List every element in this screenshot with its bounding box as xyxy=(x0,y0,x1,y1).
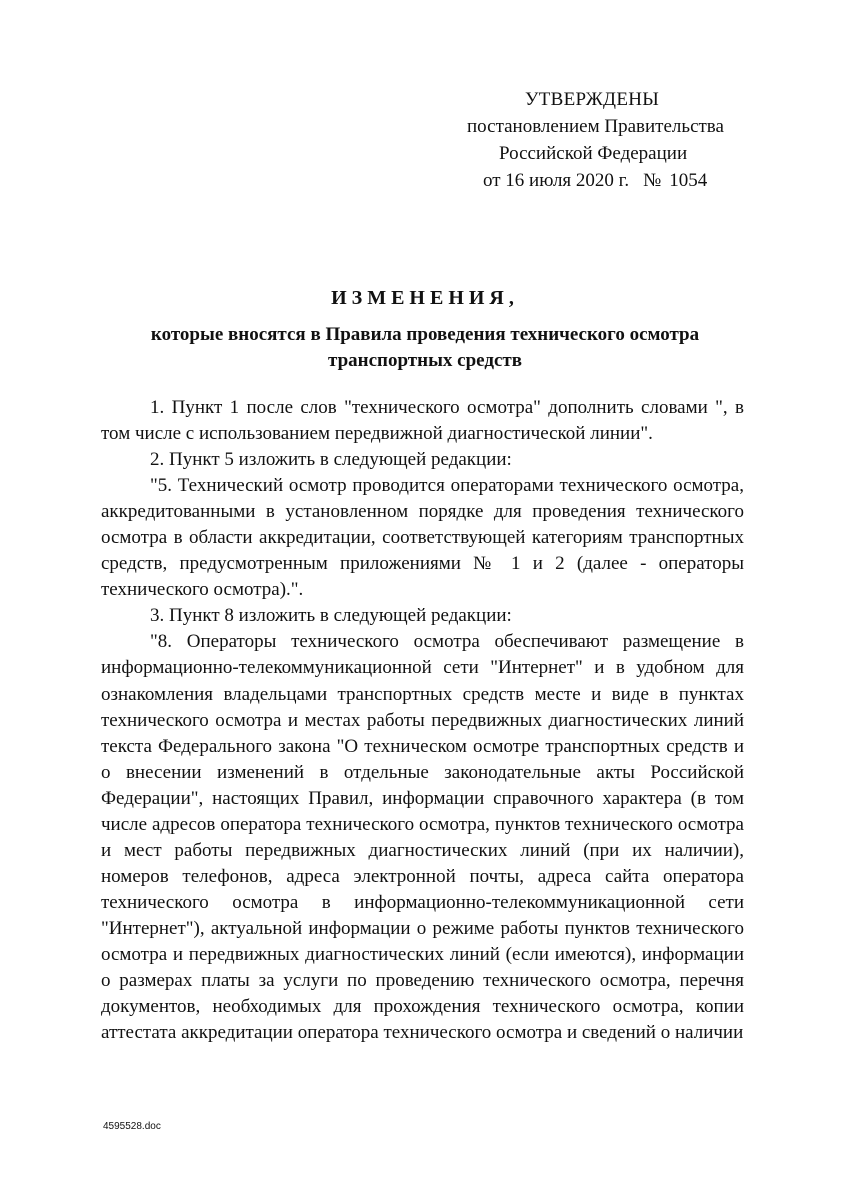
paragraph-1: 1. Пункт 1 после слов "технического осмотра" дополнить словами ", в том числе с использованием передвижной диагностической линии". xyxy=(101,397,744,445)
approval-heading: УТВЕРЖДЕНЫ xyxy=(525,89,660,110)
approval-date: от 16 июля 2020 г. xyxy=(483,170,630,191)
paragraph-5: "8. Операторы технического осмотра обеспечивают размещение в информационно-телекоммуникационной сети "Интернет" и в удобном для ознакомления владельцами транспортных средств месте и виде в пунктах технического осмотра и местах работы передвижных диагностических линий текста Федерального закона "О техническом осмотре транспортных средств и о внесении изменений в отдельные законодательные акты Российской Федерации", настоящих Правил, информации справочного характера (в том числе адресов оператора технического осмотра, пунктов технического осмотра и мест работы передвижных диагностических линий (при их наличии), номеров телефонов, адреса электронной почты, адреса сайта оператора технического осмотра в информационно-телекоммуникационной сети "Интернет"), актуальной информации о режиме работы пунктов технического осмотра и передвижных диагностических линий (если имеются), информации о размерах платы за услуги по проведению технического осмотра, перечня документов, необходимых для прохождения технического осмотра, копии аттестата аккредитации оператора технического осмотра и сведений о наличии xyxy=(101,631,744,1044)
document-subtitle xyxy=(100,322,750,374)
paragraph-4: 3. Пункт 8 изложить в следующей редакции: xyxy=(150,605,512,627)
document-title: ИЗМЕНЕНИЯ, xyxy=(331,287,519,309)
approval-line-1: постановлением Правительства xyxy=(467,116,724,137)
approval-block xyxy=(440,86,800,194)
subtitle-line-2: транспортных средств xyxy=(328,350,522,371)
subtitle-line-1: которые вносятся в Правила проведения технического осмотра xyxy=(150,324,700,345)
approval-date-line xyxy=(483,167,843,194)
number-sign: № xyxy=(643,170,662,191)
paragraph-2: 2. Пункт 5 изложить в следующей редакции: xyxy=(150,449,512,471)
footer-filename: 4595528.doc xyxy=(103,1121,161,1132)
approval-number: 1054 xyxy=(669,170,708,191)
document-body xyxy=(101,395,744,1046)
paragraph-3: "5. Технический осмотр проводится операторами технического осмотра, аккредитованными в установленном порядке для проведения технического осмотра в области аккредитации, соответствующей категориям транспортных средств, предусмотренным приложениями № 1 и 2 (далее - операторы технического осмотра).". xyxy=(101,475,744,601)
approval-line-2: Российской Федерации xyxy=(499,143,688,164)
